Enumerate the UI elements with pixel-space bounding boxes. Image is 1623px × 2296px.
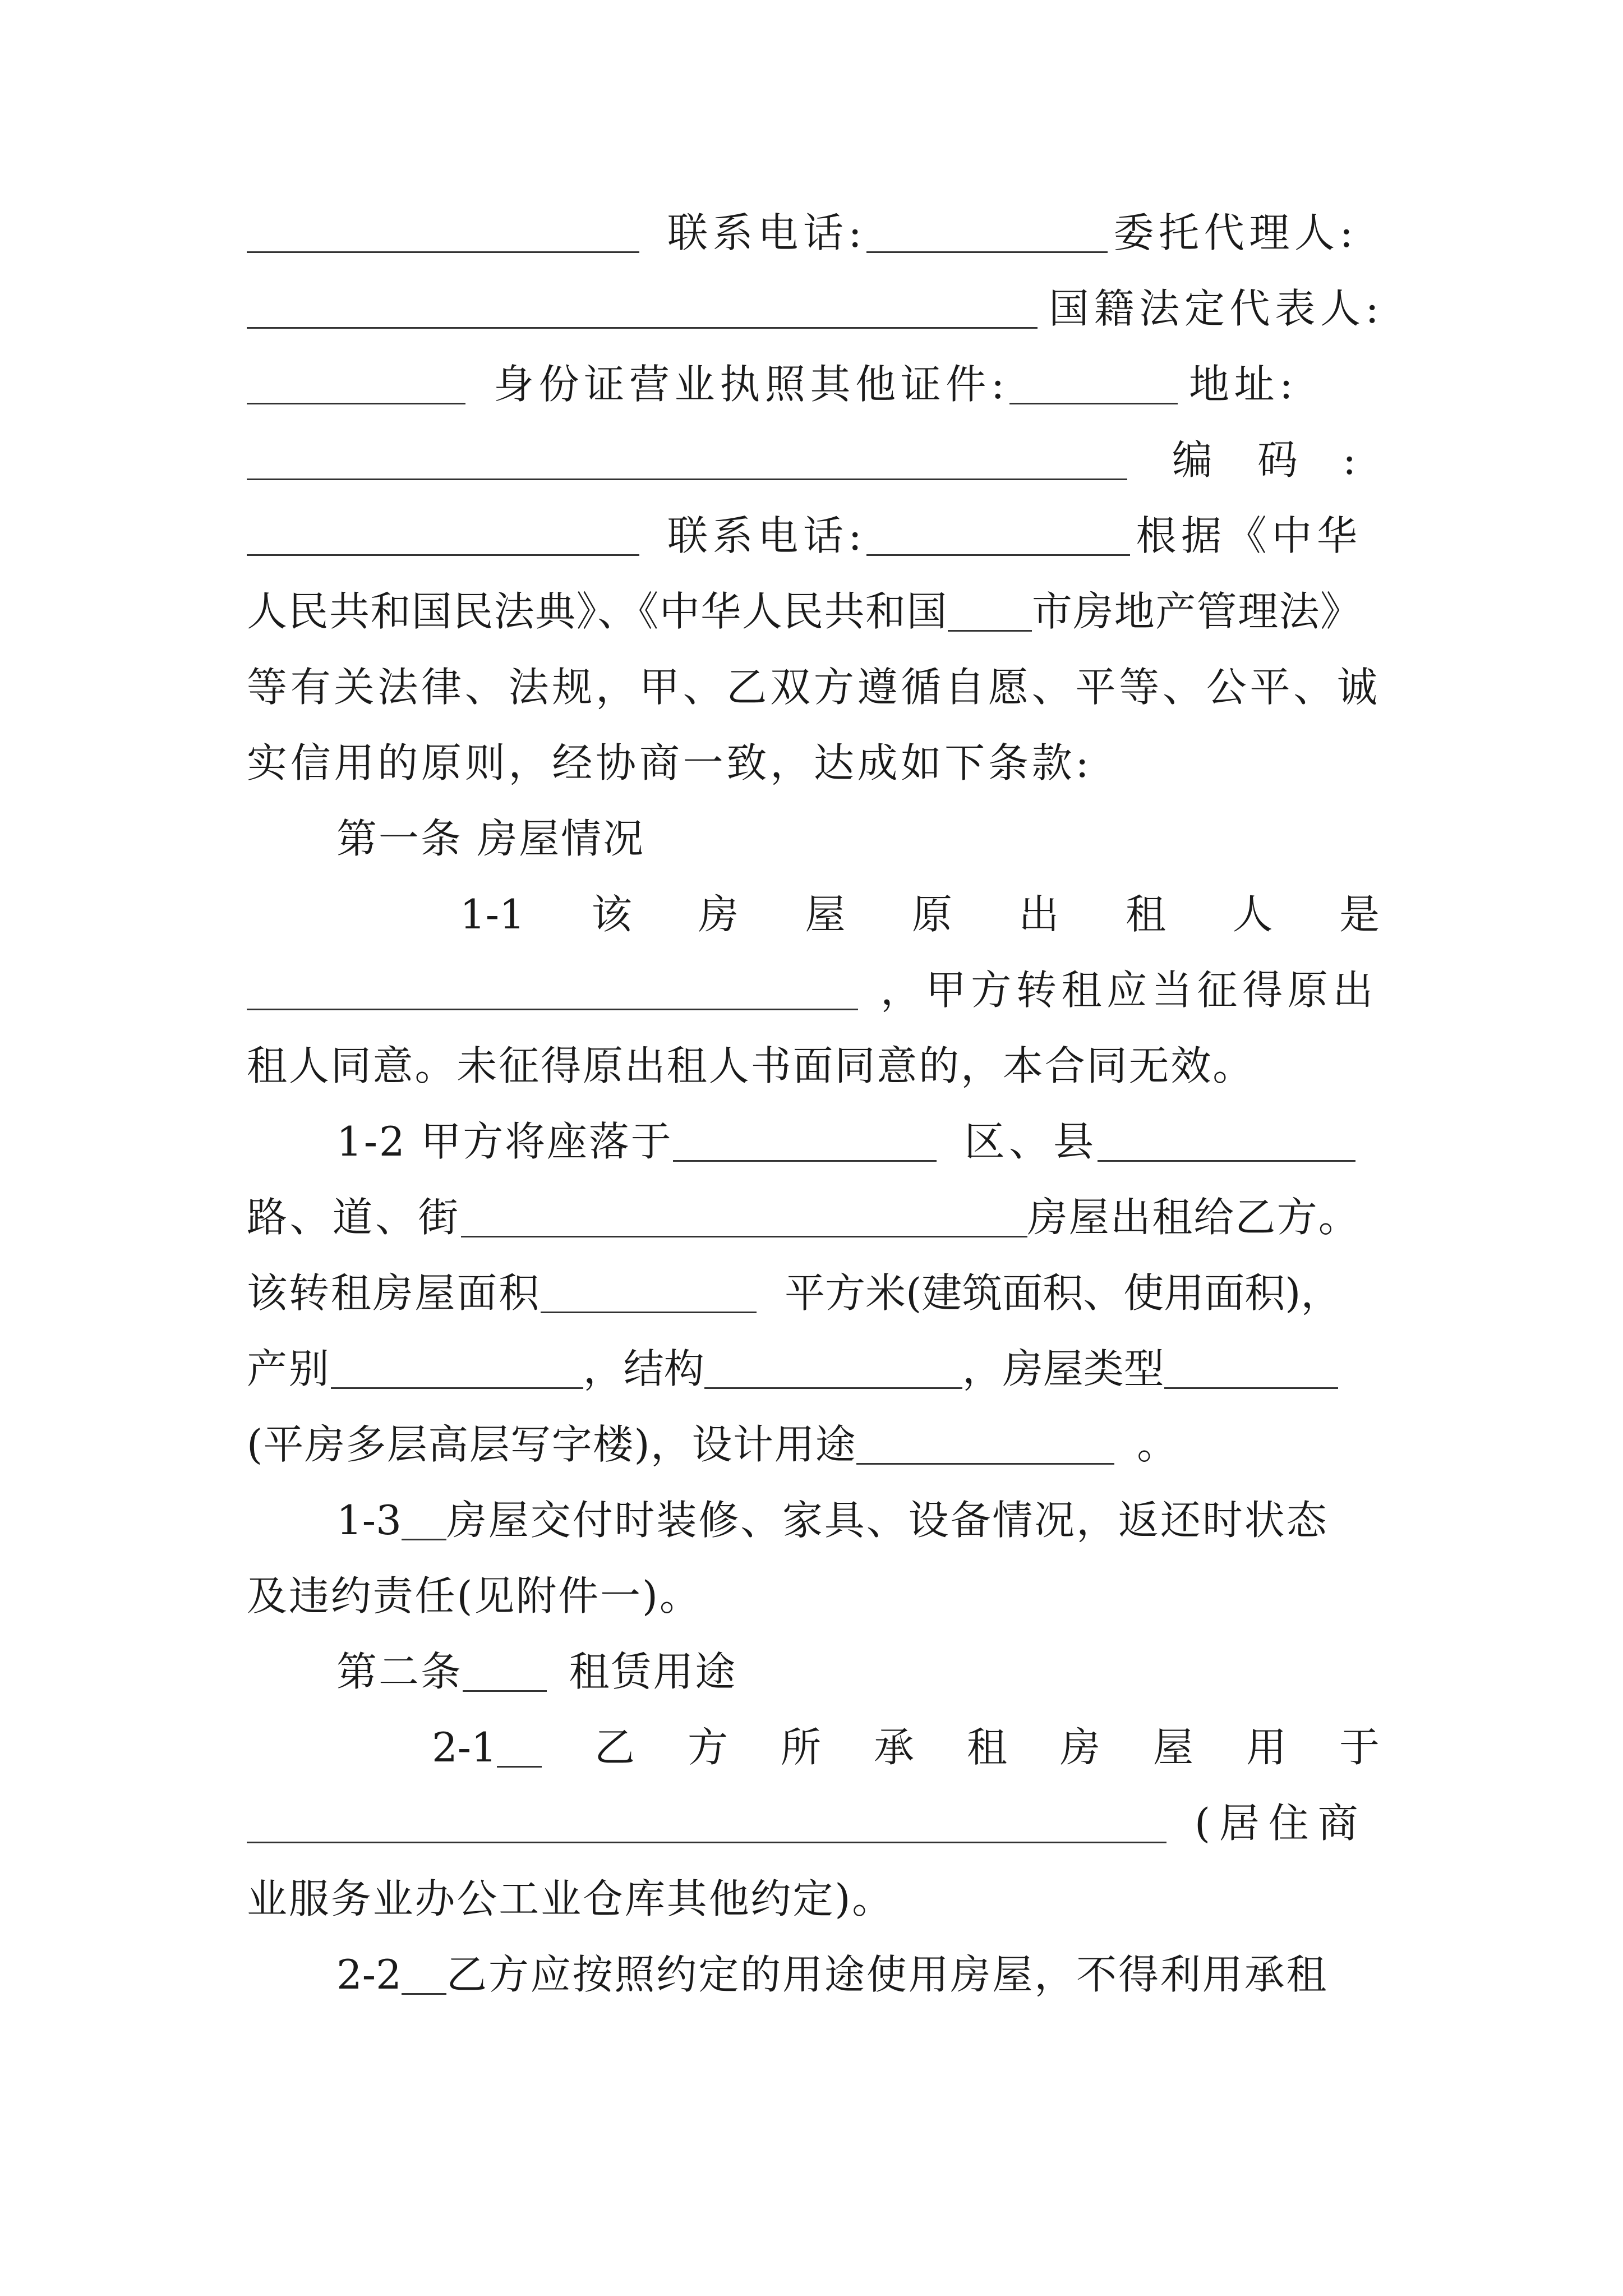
contract-line-15: [247, 1259, 1380, 1321]
section-heading: 第二条: [336, 1648, 463, 1695]
nationality-legal-rep-label: 国籍法定代表人:: [1049, 285, 1384, 332]
paragraph-text: 平方米(建筑面积、使用面积)，: [785, 1269, 1341, 1317]
fill-blank[interactable]: [497, 1727, 542, 1768]
contract-line-6: [247, 578, 1380, 639]
clause-2-1-line: [432, 1714, 1380, 1775]
article-2-heading: [336, 1638, 1380, 1700]
structure-label: ，结构: [583, 1345, 704, 1392]
fill-blank[interactable]: [247, 1802, 1166, 1843]
contract-line-8: [247, 729, 1380, 791]
article-1-heading: [336, 805, 1380, 867]
spaced-char: 租: [1125, 891, 1166, 938]
fill-blank[interactable]: [1164, 1348, 1338, 1389]
spaced-char: 用: [1246, 1724, 1287, 1771]
spaced-char: 于: [1339, 1724, 1380, 1771]
contract-line-5: [247, 502, 1380, 564]
clause-number: 2-2: [336, 1951, 402, 1998]
clause-text: 房屋交付时装修、家具、设备情况，返还时状态: [446, 1497, 1329, 1544]
spaced-char: 出: [1018, 891, 1059, 938]
contract-line-3: [247, 351, 1380, 412]
fill-blank[interactable]: [704, 1348, 962, 1389]
contract-line-22: [247, 1789, 1380, 1851]
clause-number: 1-3: [336, 1497, 402, 1544]
paragraph-text: 租人同意。未征得原出租人书面同意的，本合同无效。: [247, 1042, 1255, 1089]
contract-line-23: [247, 1865, 1380, 1927]
contract-line-2: [247, 275, 1384, 337]
clause-number: 1-1: [460, 891, 525, 938]
fill-blank[interactable]: [866, 515, 1130, 556]
paragraph-text: 根据《中华: [1136, 512, 1362, 559]
fill-blank[interactable]: [247, 212, 639, 253]
contract-line-1: [247, 199, 1380, 261]
clause-number: 2-1: [432, 1724, 497, 1771]
paragraph-text: (平房多层高层写字楼)，设计用途: [247, 1421, 857, 1468]
spaced-char: 原: [911, 891, 952, 938]
house-type-label: ，房屋类型: [962, 1345, 1164, 1392]
contract-line-4: [247, 426, 1380, 488]
paragraph-text: 市房地产管理法》: [1031, 588, 1362, 635]
clause-2-2-line: [336, 1941, 1380, 2003]
section-heading: 第一条 房屋情况: [336, 815, 645, 862]
clause-1-1-line: [460, 881, 1380, 942]
fill-blank[interactable]: [247, 288, 1038, 329]
fill-blank[interactable]: [463, 1651, 547, 1692]
spaced-char: 方: [687, 1724, 728, 1771]
spaced-char: 承: [873, 1724, 914, 1771]
fill-blank[interactable]: [856, 1424, 1114, 1465]
contact-phone-label: 联系电话:: [667, 512, 867, 559]
fill-blank[interactable]: [247, 364, 465, 404]
paragraph-text: 人民共和国民法典》、《中华人民共和国: [247, 588, 948, 635]
fill-blank[interactable]: [247, 439, 1127, 480]
spaced-char: 房: [1059, 1724, 1100, 1771]
district-label: 区、县: [964, 1118, 1098, 1165]
contract-line-7: [247, 654, 1380, 715]
fill-blank[interactable]: [247, 969, 858, 1010]
spaced-char: 乙: [594, 1724, 635, 1771]
contract-line-17: [247, 1411, 1380, 1473]
clause-1-2-line: [336, 1108, 1380, 1170]
address-label: 地址:: [1188, 361, 1298, 408]
spaced-char: 是: [1339, 891, 1380, 938]
contract-line-12: [247, 1032, 1380, 1094]
clause-1-3-line: [336, 1487, 1380, 1548]
street-label: 路、道、街: [247, 1194, 461, 1241]
paragraph-text: 等有关法律、法规，甲、乙双方遵循自愿、平等、公平、诚: [247, 664, 1381, 711]
property-type-label: 产别: [247, 1345, 331, 1392]
contact-phone-label: 联系电话:: [667, 209, 867, 256]
fill-blank[interactable]: [461, 1197, 1027, 1237]
spaced-char: 该: [591, 891, 632, 938]
spaced-char: 屋: [805, 891, 846, 938]
fill-blank[interactable]: [1009, 364, 1178, 404]
spaced-char: 人: [1232, 891, 1273, 938]
fill-blank[interactable]: [673, 1121, 937, 1162]
paragraph-text: 业服务业办公工业仓库其他约定)。: [247, 1875, 895, 1922]
paragraph-text: ，甲方转租应当征得原出: [880, 967, 1378, 1014]
clause-text: 乙方应按照约定的用途使用房屋，不得利用承租: [446, 1951, 1329, 1998]
fill-blank[interactable]: [948, 591, 1032, 632]
contract-line-19: [247, 1562, 1380, 1624]
contract-line-11: [247, 956, 1380, 1018]
contract-line-16: [247, 1335, 1380, 1397]
fill-blank[interactable]: [402, 1954, 446, 1995]
fill-blank[interactable]: [866, 212, 1108, 253]
fill-blank[interactable]: [247, 515, 639, 556]
clause-text: 1-2 甲方将座落于: [336, 1118, 673, 1165]
fill-blank[interactable]: [1098, 1121, 1355, 1162]
postcode-char-1: 编: [1172, 436, 1213, 484]
paragraph-text: 实信用的原则，经协商一致，达成如下条款:: [247, 739, 1092, 786]
spaced-char: 所: [780, 1724, 821, 1771]
fill-blank[interactable]: [402, 1499, 446, 1540]
spaced-char: 房: [698, 891, 739, 938]
id-document-label: 身份证营业执照其他证件:: [494, 361, 1009, 408]
fill-blank[interactable]: [541, 1272, 757, 1313]
area-label: 该转租房屋面积: [247, 1269, 541, 1317]
spaced-char: 屋: [1152, 1724, 1193, 1771]
postcode-char-2: 码: [1257, 436, 1298, 484]
paragraph-text: 房屋出租给乙方。: [1027, 1194, 1360, 1241]
section-heading: 租赁用途: [569, 1648, 737, 1695]
paragraph-text: 及违约责任(见附件一)。: [247, 1572, 702, 1619]
agent-label: 委托代理人:: [1113, 209, 1358, 256]
spaced-char: 租: [966, 1724, 1007, 1771]
contract-line-14: [247, 1184, 1380, 1245]
postcode-colon: :: [1343, 436, 1357, 484]
fill-blank[interactable]: [331, 1348, 583, 1389]
paragraph-text: 。: [1137, 1421, 1178, 1468]
paragraph-text: (居住商: [1195, 1800, 1367, 1847]
